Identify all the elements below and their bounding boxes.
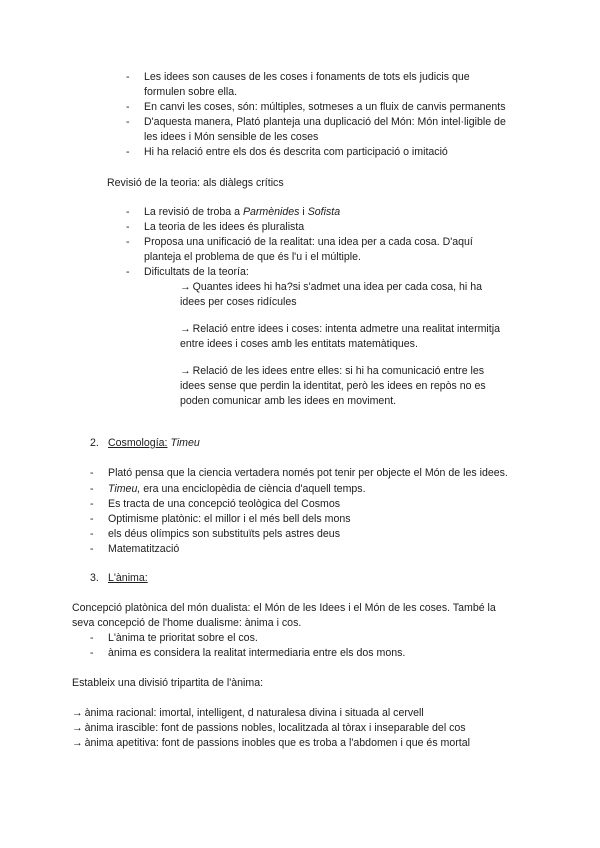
bullet-dash: - [90, 483, 94, 495]
tripartite-heading: Estableix una divisió tripartita de l'ànima: [72, 677, 264, 689]
anima-part: → ànima racional: imortal, intelligent, d naturalesa divina i situada al cervell [72, 707, 424, 719]
list-item: ànima es considera la realitat intermediaria entre els dos mons. [108, 647, 406, 659]
list-item: Les idees son causes de les coses i fonaments de tots els judicis que formulen sobre ella. [144, 71, 470, 98]
section-number: 3. [90, 572, 99, 584]
list-item: La teoria de les idees és pluralista [144, 221, 305, 233]
arrow-icon: → [72, 737, 83, 749]
bullet-dash: - [126, 71, 130, 83]
section-number: 2. [90, 437, 99, 449]
difficulty-item: → Relació de les idees entre elles: si hi ha comunicació entre les idees sense que perdin la identitat, però les idees en repòs no es poden comunicar amb les idees en moviment. [180, 365, 486, 407]
revisio-heading: Revisió de la teoria: als diàlegs crítics [107, 177, 284, 189]
list-item: La revisió de troba a Parmènides i Sofista [144, 206, 341, 218]
list-item: Plató pensa que la ciencia vertadera només pot tenir per objecte el Món de les idees. [108, 467, 508, 479]
bullet-dash: - [90, 632, 94, 644]
list-item: Optimisme platònic: el millor i el més bell dels mons [108, 513, 351, 525]
list-item: Es tracta de una concepció teològica del Cosmos [108, 498, 341, 510]
bullet-dash: - [126, 101, 130, 113]
bullet-dash: - [90, 467, 94, 479]
section-heading-anima: L'ànima: [108, 572, 148, 584]
list-item: Timeu, era una enciclopèdia de ciència d'aquell temps. [108, 483, 366, 495]
arrow-icon: → [180, 365, 191, 377]
list-item: Proposa una unificació de la realitat: una idea per a cada cosa. D'aquí planteja el problema de que és l'u i el múltiple. [144, 236, 473, 263]
arrow-icon: → [72, 722, 83, 734]
bullet-dash: - [126, 146, 130, 158]
list-item: els déus olímpics son substituïts pels astres deus [108, 528, 340, 540]
bullet-dash: - [126, 221, 130, 233]
bullet-dash: - [126, 266, 130, 278]
anima-part: → ànima irascible: font de passions nobles, localitzada al tòrax i inseparable del cos [72, 722, 466, 734]
bullet-dash: - [126, 116, 130, 128]
bullet-dash: - [90, 647, 94, 659]
bullet-dash: - [126, 206, 130, 218]
list-item: Hi ha relació entre els dos és descrita com participació o imitació [144, 146, 448, 158]
list-item: D'aquesta manera, Plató planteja una duplicació del Món: Món intel·ligible de les idees i Món sensible de les coses [144, 116, 506, 143]
bullet-dash: - [90, 528, 94, 540]
list-item: Matematització [108, 543, 180, 555]
list-item: Dificultats de la teoría: [144, 266, 249, 278]
arrow-icon: → [180, 281, 191, 293]
bullet-dash: - [90, 513, 94, 525]
difficulty-item: → Relació entre idees i coses: intenta admetre una realitat intermitja entre idees i coses amb les entitats matemàtiques. [180, 323, 500, 350]
section-heading-cosmologia: Cosmología: Timeu [108, 437, 200, 449]
anima-intro: Concepció platònica del món dualista: el Món de les Idees i el Món de les coses. També la seva concepció de l'home dualisme: ànima i cos. [72, 602, 496, 629]
bullet-dash: - [90, 498, 94, 510]
bullet-dash: - [90, 543, 94, 555]
bullet-dash: - [126, 236, 130, 248]
anima-part: → ànima apetitiva: font de passions inobles que es troba a l'abdomen i que és mortal [72, 737, 470, 749]
arrow-icon: → [180, 323, 191, 335]
list-item: L'ànima te prioritat sobre el cos. [108, 632, 258, 644]
arrow-icon: → [72, 707, 83, 719]
difficulty-item: → Quantes idees hi ha?si s'admet una idea per cada cosa, hi ha idees per coses ridícules [180, 281, 483, 308]
list-item: En canvi les coses, són: múltiples, sotmeses a un fluix de canvis permanents [144, 101, 506, 113]
